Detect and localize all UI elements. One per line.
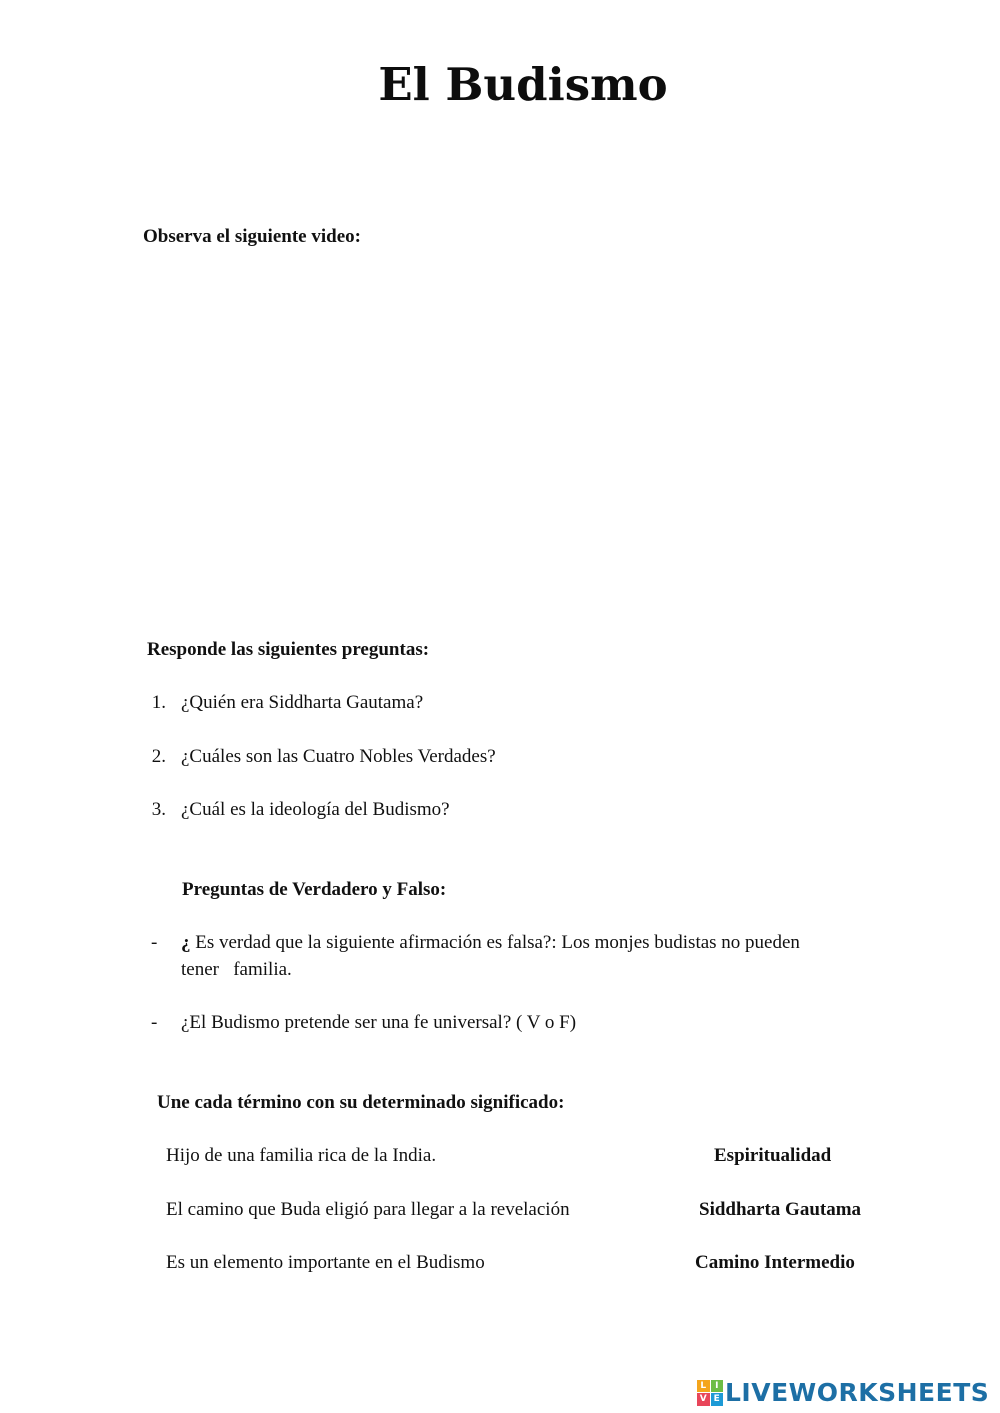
match-definition: El camino que Buda eligió para llegar a la revelación [166, 1199, 570, 1220]
tf-line: Es verdad que la siguiente afirmación es falsa?: Los monjes budistas no pueden [190, 932, 800, 953]
match-definition: Hijo de una familia rica de la India. [166, 1145, 437, 1166]
logo-letter: L [697, 1380, 710, 1393]
match-term[interactable]: Siddharta Gautama [699, 1199, 862, 1220]
liveworksheets-logo [697, 1378, 989, 1407]
logo-letter: V [697, 1393, 710, 1406]
page-title: El Budismo [378, 58, 668, 111]
liveworksheets-icon [697, 1380, 723, 1406]
question-text: ¿Quién era Siddharta Gautama? [181, 692, 424, 713]
question-text: ¿Cuál es la ideología del Budismo? [181, 799, 450, 820]
logo-letter: I [711, 1380, 724, 1393]
question-number: 3. [151, 799, 166, 820]
logo-letter: E [711, 1393, 724, 1406]
brand-name: LIVEWORKSHEETS [725, 1378, 990, 1407]
match-definition: Es un elemento importante en el Budismo [166, 1252, 485, 1273]
tf-statement [181, 932, 800, 954]
tf-heading: Preguntas de Verdadero y Falso: [182, 879, 447, 900]
questions-heading: Responde las siguientes preguntas: [147, 639, 430, 660]
video-prompt: Observa el siguiente video: [143, 226, 361, 247]
question-number: 1. [151, 692, 166, 713]
tf-line: tener familia. [181, 959, 292, 980]
tf-bullet: - [151, 1012, 158, 1033]
question-mark: ¿ [181, 932, 191, 953]
tf-statement: ¿El Budismo pretende ser una fe universal? ( V o F) [181, 1012, 577, 1033]
match-term[interactable]: Espiritualidad [714, 1145, 832, 1166]
match-term[interactable]: Camino Intermedio [695, 1252, 855, 1273]
question-text: ¿Cuáles son las Cuatro Nobles Verdades? [181, 746, 496, 767]
question-number: 2. [151, 746, 166, 767]
tf-bullet: - [151, 932, 158, 953]
match-heading: Une cada término con su determinado significado: [157, 1092, 565, 1113]
